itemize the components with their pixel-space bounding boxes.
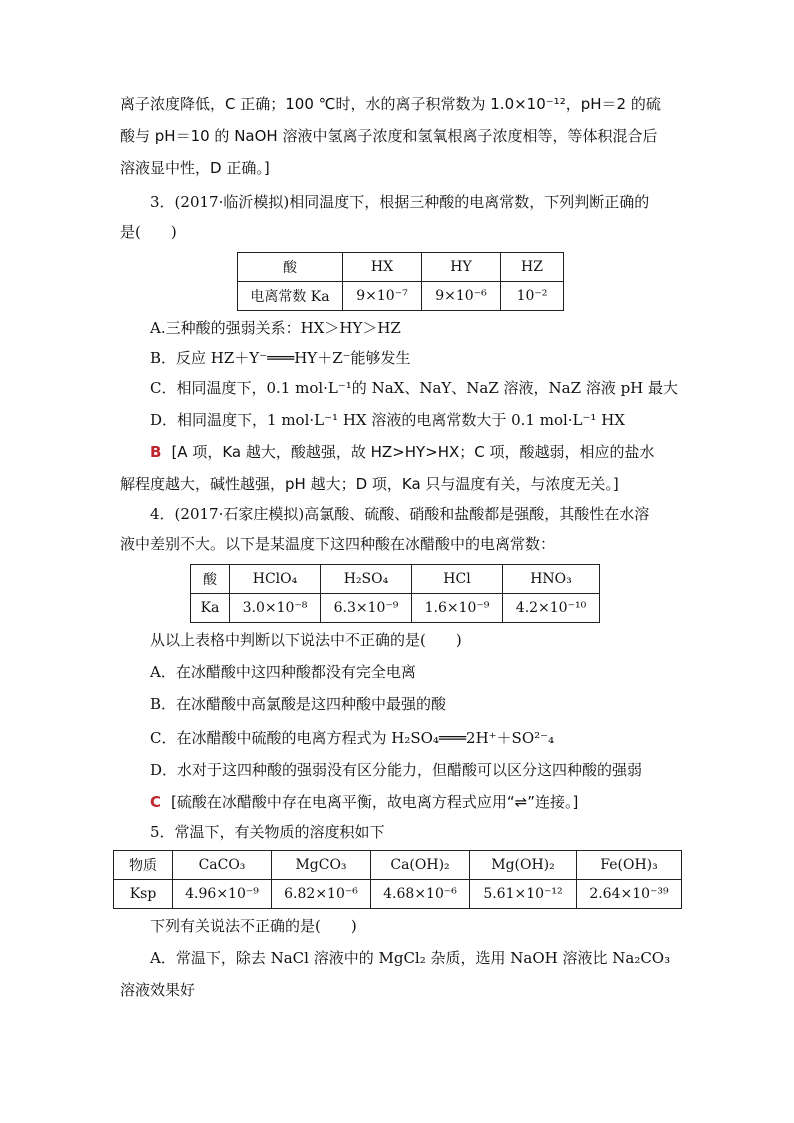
table-cell: 4.96×10⁻⁹ (173, 880, 272, 909)
option-a: A.三种酸的强弱关系：HX＞HY＞HZ (150, 319, 401, 337)
table-header: H₂SO₄ (321, 565, 412, 594)
option-a-continued: 溶液效果好 (120, 981, 196, 999)
option-b: B．反应 HZ＋Y⁻═══HY＋Z⁻能够发生 (150, 349, 411, 367)
table-cell: Ka (191, 594, 230, 623)
table-cell: 电离常数 Ka (238, 282, 343, 311)
table-header: HY (422, 253, 501, 282)
table-cell: 4.68×10⁻⁶ (371, 880, 470, 909)
q3-ka-table (237, 252, 564, 311)
question-4-stem: 液中差别不大。以下是某温度下这四种酸在冰醋酸中的电离常数： (120, 535, 556, 553)
table-cell: 1.6×10⁻⁹ (412, 594, 503, 623)
table-cell: 9×10⁻⁶ (422, 282, 501, 311)
question-3-stem: 3．(2017·临沂模拟)相同温度下，根据三种酸的电离常数，下列判断正确的 (150, 193, 650, 211)
table-cell: 4.2×10⁻¹⁰ (503, 594, 600, 623)
table-header: Mg(OH)₂ (470, 851, 577, 880)
option-a: A．在冰醋酸中这四种酸都没有完全电离 (150, 663, 416, 681)
table-header: HX (343, 253, 422, 282)
table-header: MgCO₃ (272, 851, 371, 880)
q5-ksp-table (113, 850, 682, 909)
table-cell: 3.0×10⁻⁸ (230, 594, 321, 623)
option-a: A．常温下，除去 NaCl 溶液中的 MgCl₂ 杂质，选用 NaOH 溶液比 Na₂CO₃ (150, 949, 671, 967)
question-5-ask: 下列有关说法不正确的是( ) (150, 917, 357, 935)
table-header: 酸 (238, 253, 343, 282)
option-d: D．相同温度下，1 mol·L⁻¹ HX 溶液的电离常数大于 0.1 mol·L⁻¹ HX (150, 411, 625, 429)
table-cell: 2.64×10⁻³⁹ (577, 880, 682, 909)
explanation-line: C [硫酸在冰醋酸中存在电离平衡，故电离方程式应用“⇌”连接。] (150, 793, 579, 811)
table-header: HNO₃ (503, 565, 600, 594)
text-line: 酸与 pH＝10 的 NaOH 溶液中氢离子浓度和氢氧根离子浓度相等，等体积混合后 (120, 127, 658, 145)
option-c: C．在冰醋酸中硫酸的电离方程式为 H₂SO₄═══2H⁺＋SO²⁻₄ (150, 729, 555, 747)
table-cell: 5.61×10⁻¹² (470, 880, 577, 909)
explanation-line: 解程度越大，碱性越强，pH 越大；D 项，Ka 只与温度有关，与浓度无关。] (120, 475, 619, 493)
question-4-stem: 4．(2017·石家庄模拟)高氯酸、硫酸、硝酸和盐酸都是强酸，其酸性在水溶 (150, 505, 650, 523)
table-header: 物质 (114, 851, 173, 880)
table-cell: 10⁻² (501, 282, 564, 311)
table-header: CaCO₃ (173, 851, 272, 880)
question-3-stem: 是( ) (120, 223, 177, 241)
table-cell: 6.82×10⁻⁶ (272, 880, 371, 909)
text-line: 溶液显中性，D 正确。] (120, 159, 270, 177)
table-cell: 6.3×10⁻⁹ (321, 594, 412, 623)
table-header: HZ (501, 253, 564, 282)
table-cell: Ksp (114, 880, 173, 909)
text-line: 离子浓度降低，C 正确；100 ℃时，水的离子积常数为 1.0×10⁻¹²，pH＝2 的硫 (120, 95, 661, 113)
question-4-ask: 从以上表格中判断以下说法中不正确的是( ) (150, 631, 462, 649)
table-header: Ca(OH)₂ (371, 851, 470, 880)
option-b: B．在冰醋酸中高氯酸是这四种酸中最强的酸 (150, 695, 447, 713)
question-5-stem: 5．常温下，有关物质的溶度积如下 (150, 823, 385, 841)
option-d: D．水对于这四种酸的强弱没有区分能力，但醋酸可以区分这四种酸的强弱 (150, 761, 643, 779)
q4-ka-table (190, 564, 600, 623)
table-header: HClO₄ (230, 565, 321, 594)
table-header: HCl (412, 565, 503, 594)
explanation-line: B [A 项，Ka 越大，酸越强，故 HZ>HY>HX；C 项，酸越弱，相应的盐水 (150, 443, 655, 461)
answer-letter: C (150, 793, 162, 811)
table-header: Fe(OH)₃ (577, 851, 682, 880)
table-header: 酸 (191, 565, 230, 594)
option-c: C．相同温度下，0.1 mol·L⁻¹的 NaX、NaY、NaZ 溶液，NaZ 溶液 pH 最大 (150, 379, 679, 397)
answer-letter: B (150, 443, 162, 461)
table-cell: 9×10⁻⁷ (343, 282, 422, 311)
